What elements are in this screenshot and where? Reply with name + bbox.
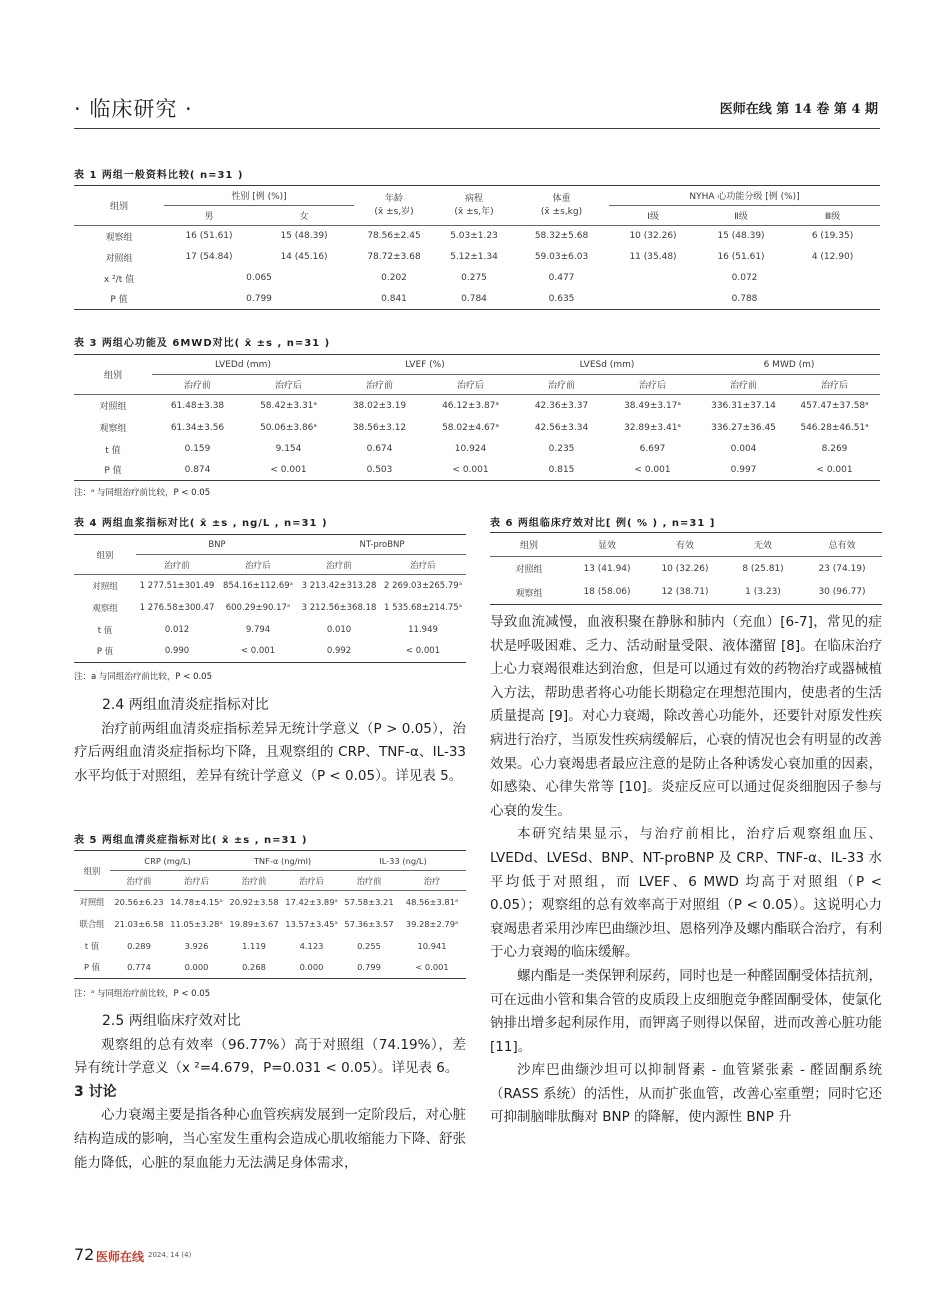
t1-h-n1: Ⅰ级: [609, 206, 697, 226]
t3-h-group: 组别: [74, 355, 152, 395]
t1-h-group: 组别: [74, 186, 164, 226]
table3-caption: 表 3 两组心功能及 6MWD对比( x̄ ±s , n=31 ): [74, 338, 331, 349]
table4: 组别 BNP NT-proBNP 治疗前 治疗后 治疗前 治疗后 对照组 1 277.51±301.49 854.16±112.69ᵃ 3 213.42±313.28 2 269.03±265.79ᵃ 观察组 1 276.58±300.47 600.29±90.17ᵃ 3 212.56±368.18 1 535.68±214.75ᵃ t 值 0.012 9.794 0.010 11.949 P 值 0.990 < 0.001 0.992 < 0.001: [74, 534, 466, 663]
t1-h-course: 病程 (x̄ ±s,年): [434, 186, 514, 226]
t4-h-bnp: BNP: [136, 535, 298, 555]
right-column-text: [490, 611, 882, 1130]
paragraph: 导致血流减慢，血液积聚在静脉和肺内（充血）[6-7]，常见的症状是呼吸困难、乏力、活动耐量受限、液体潴留 [8]。在临床治疗上心力衰竭很难达到治愈，但是可以通过有效的药物治疗或器械植入方法，帮助患者将心功能长期稳定在理想范围内，使患者的生活质量提高 [9]。对心力衰竭，除改善心功能外，还要针对原发性疾病进行治疗，当原发性疾病缓解后，心衰的情况也会有明显的改善效果。心力衰竭患者最应注意的是防止各种诱发心衰加重的因素，如感染、心律失常等 [10]。炎症反应可以通过促炎细胞因子参与心衰的发生。: [490, 614, 882, 819]
t1-h-n2: Ⅱ级: [697, 206, 785, 226]
table5-caption: 表 5 两组血清炎症指标对比( x̄ ±s , n=31 ): [74, 835, 308, 846]
table-row: 联合组 21.03±6.58 11.05±3.28ᵃ 19.89±3.67 13.57±3.45ᵃ 57.36±3.57 39.28±2.79ᵃ: [79, 918, 459, 929]
t5-h-il33: IL-33 (ng/L): [340, 851, 466, 871]
table-row: 观察组 18 (58.06) 12 (38.71) 1 (3.23) 30 (96.77): [490, 581, 882, 605]
section-heading: 2.5 两组临床疗效对比: [102, 1013, 241, 1029]
table-row: t 值 0.159 9.154 0.674 10.924 0.235 6.697 0.004 8.269: [105, 444, 848, 456]
table5-note: 注：ᵃ 与同组治疗前比较，P < 0.05: [74, 989, 211, 999]
table-row: 观察组 1 276.58±300.47 600.29±90.17ᵃ 3 212.56±368.18 1 535.68±214.75ᵃ: [92, 602, 463, 614]
t5-h-tnf: TNF-α (ng/ml): [225, 851, 340, 871]
table-row: P 值 0.774 0.000 0.268 0.000 0.799 < 0.001: [74, 957, 466, 979]
t3-h-lvedd: LVEDd (mm): [152, 355, 334, 375]
table1-caption: 表 1 两组一般资料比较( n=31 ): [74, 170, 244, 181]
section-heading: 2.4 两组血清炎症指标对比: [102, 697, 269, 713]
t3-h-6mwd: 6 MWD (m): [698, 355, 880, 375]
t1-h-weight: 体重 (x̄ ±s,kg): [514, 186, 609, 226]
table6: 组别 显效 有效 无效 总有效 对照组 13 (41.94) 10 (32.26) 8 (25.81) 23 (74.19) 观察组 18 (58.06) 12 (38.71) 1 (3.23) 30 (96.77): [490, 532, 882, 605]
table-row: 对照组 20.56±6.23 14.78±4.15ᵃ 20.92±3.58 17.42±3.89ᵃ 57.58±3.21 48.56±3.81ᵃ: [79, 896, 459, 907]
t1-h-male: 男: [164, 206, 254, 226]
t4-h-group: 组别: [74, 535, 136, 575]
paragraph: 治疗前两组血清炎症指标差异无统计学意义（P > 0.05），治疗后两组血清炎症指标均下降，且观察组的 CRP、TNF-α、IL-33 水平均低于对照组，差异有统计学意义（P < 0.05）。详见表 5。: [74, 720, 466, 784]
journal-logo: 医师在线: [96, 1250, 145, 1264]
table3: 组别 LVEDd (mm) LVEF (%) LVESd (mm) 6 MWD (m) 治疗前 治疗后 治疗前 治疗后 治疗前 治疗后 治疗前 治疗后 对照组 61.48±3.38 58.42±3.31ᵃ 38.02±3.19 46.12±3.87ᵃ 42.36±3.37 38.49±3.17ᵃ 336.31±37.14 457.47±37.58ᵃ 观察组 61.34±3.56 50.06±3.86ᵃ 38.56±3.12 58.02±4.67ᵃ 42.56±3.34 32.89±3.41ᵃ 336.27±36.45 546.28±46.51ᵃ t 值 0.159 9.154 0.674 10.924 0.235 6.697 0.004 8.269 P 值 0.874 < 0.001 0.503 < 0.001 0.815 < 0.001 0.997 < 0.001: [74, 354, 880, 481]
table-row: t 值 0.289 3.926 1.119 4.123 0.255 10.941: [84, 940, 447, 951]
t1-h-age: 年龄 (x̄ ±s,岁): [354, 186, 434, 226]
table-row: P 值 0.990 < 0.001 0.992 < 0.001: [74, 641, 466, 663]
paragraph: 螺内酯是一类保钾利尿药，同时也是一种醛固酮受体拮抗剂，可在远曲小管和集合管的皮质段上皮细胞竞争醛固酮受体，使氯化钠排出增多起利尿作用，而钾离子则得以保留，进而改善心脏功能 [11]。: [490, 967, 882, 1055]
t1-h-n3: Ⅲ级: [785, 206, 880, 226]
table-row: t 值 0.012 9.794 0.010 11.949: [97, 624, 438, 636]
t3-h-lvesd: LVESd (mm): [516, 355, 698, 375]
t1-h-gender: 性别 [例 (%)]: [164, 186, 354, 206]
t3-h-lvef: LVEF (%): [334, 355, 516, 375]
paragraph: 沙库巴曲缬沙坦可以抑制肾素 - 血管紧张素 - 醛固酮系统（RASS 系统）的活性，从而扩张血管，改善心室重塑；同时它还可抑制脑啡肽酶对 BNP 的降解，使内源性 BNP 升: [490, 1062, 882, 1126]
t5-h-crp: CRP (mg/L): [110, 851, 225, 871]
t1-h-nyha: NYHA 心功能分级 [例 (%)]: [609, 186, 880, 206]
table-row: 观察组 61.34±3.56 50.06±3.86ᵃ 38.56±3.12 58.02±4.67ᵃ 42.56±3.34 32.89±3.41ᵃ 336.27±36.45 546.28±46.51ᵃ: [99, 422, 869, 434]
table3-note: 注：ᵃ 与同组治疗前比较，P < 0.05: [74, 488, 211, 498]
table-row: 对照组 61.48±3.38 58.42±3.31ᵃ 38.02±3.19 46.12±3.87ᵃ 42.36±3.37 38.49±3.17ᵃ 336.31±37.14 457.47±37.58ᵃ: [99, 400, 869, 413]
table-row: 对照组 1 277.51±301.49 854.16±112.69ᵃ 3 213.42±313.28 2 269.03±265.79ᵃ: [92, 580, 463, 592]
table5: 组别 CRP (mg/L) TNF-α (ng/ml) IL-33 (ng/L) 治疗前 治疗后 治疗前 治疗后 治疗前 治疗 对照组 20.56±6.23 14.78±4.15ᵃ 20.92±3.58 17.42±3.89ᵃ 57.58±3.21 48.56±3.81ᵃ 联合组 21.03±6.58 11.05±3.28ᵃ 19.89±3.67 13.57±3.45ᵃ 57.36±3.57 39.28±2.79ᵃ t 值 0.289 3.926 1.119 4.123 0.255 10.941 P 值 0.774 0.000 0.268 0.000 0.799 < 0.001: [74, 850, 466, 979]
section-label: · 临床研究 ·: [74, 97, 193, 121]
table-row: 对照组 17 (54.84) 14 (45.16) 78.72±3.68 5.12±1.34 59.03±6.03 11 (35.48) 16 (51.61) 4 (12.90): [105, 252, 854, 264]
issue-label: 2024, 14 (4): [148, 1251, 192, 1259]
left-column-text-b: [74, 1010, 466, 1175]
header-rule: [74, 128, 880, 129]
table-row: x ²/t 值 0.065 0.202 0.275 0.477 0.072: [103, 273, 758, 285]
table1: [74, 185, 880, 310]
paragraph: 心力衰竭主要是指各种心血管疾病发展到一定阶段后，对心脏结构造成的影响，当心室发生重构会造成心肌收缩能力下降、舒张能力降低，心脏的泵血能力无法满足身体需求，: [74, 1107, 466, 1171]
left-column-text-a: [74, 694, 466, 788]
table4-caption: 表 4 两组血浆指标对比( x̄ ±s , ng/L , n=31 ): [74, 518, 328, 529]
table-row: 对照组 13 (41.94) 10 (32.26) 8 (25.81) 23 (74.19): [515, 563, 866, 576]
paragraph: 本研究结果显示，与治疗前相比，治疗后观察组血压、LVEDd、LVESd、BNP、NT-proBNP 及 CRP、TNF-α、IL-33 水平均低于对照组，而 LVEF、6 MWD 均高于对照组（P < 0.05）；观察组的总有效率高于对照组（P < 0.05）。这说明心力衰竭患者采用沙库巴曲缬沙坦、恩格列净及螺内酯联合治疗，有利于心力衰竭的临床缓解。: [490, 826, 882, 961]
t1-h-female: 女: [254, 206, 354, 226]
table-row: 观察组 16 (51.61) 15 (48.39) 78.56±2.45 5.03±1.23 58.32±5.68 10 (32.26) 15 (48.39) 6 (19.35): [105, 231, 854, 243]
t4-h-ntprobnp: NT-proBNP: [298, 535, 466, 555]
journal-issue: 医师在线 第 14 卷 第 4 期: [719, 102, 878, 117]
table4-note: 注：a 与同组治疗前比较，P < 0.05: [74, 672, 212, 682]
table-row: P 值 0.799 0.841 0.784 0.635 0.788: [74, 289, 880, 310]
section-heading: 3 讨论: [74, 1083, 117, 1100]
page-number: 72: [74, 1245, 95, 1264]
t5-h-group: 组别: [74, 851, 110, 891]
table6-caption: 表 6 两组临床疗效对比[ 例( % ) , n=31 ]: [490, 518, 716, 529]
paragraph: 观察组的总有效率（96.77%）高于对照组（74.19%），差异有统计学意义（x ²=4.679，P=0.031 < 0.05）。详见表 6。: [74, 1036, 466, 1077]
table-row: P 值 0.874 < 0.001 0.503 < 0.001 0.815 < 0.001 0.997 < 0.001: [74, 460, 880, 481]
